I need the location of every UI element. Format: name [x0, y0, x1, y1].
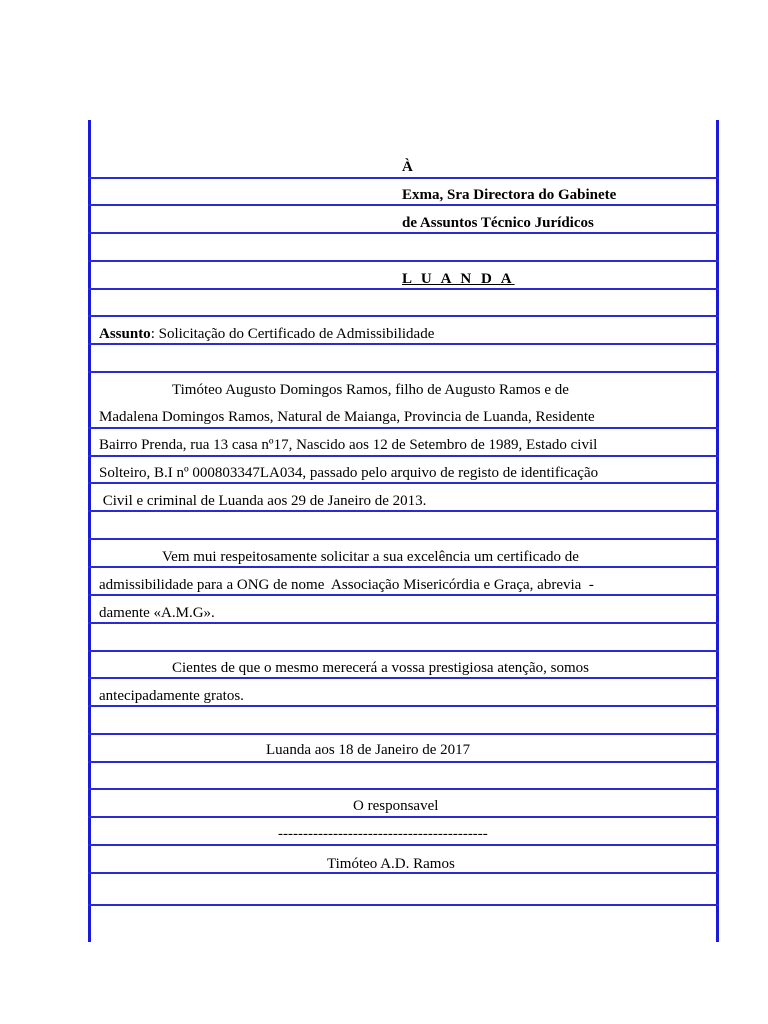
subject-line: [99, 325, 434, 343]
recipient-line-b: Exma, Sra Directora do Gabinete: [402, 187, 617, 203]
rule-line: [88, 844, 719, 846]
paragraph-line: Timóteo Augusto Domingos Ramos, filho de Augusto Ramos e de: [172, 382, 569, 398]
paragraph-line: Cientes de que o mesmo merecerá a vossa prestigiosa atenção, somos: [172, 660, 589, 676]
rule-line: [88, 622, 719, 624]
signatory-name: Timóteo A.D. Ramos: [327, 856, 455, 872]
rule-line: [88, 904, 719, 906]
rule-line: [88, 733, 719, 735]
ruled-page: [88, 120, 719, 942]
rule-line: [88, 343, 719, 345]
rule-line: [88, 232, 719, 234]
recipient-city: L U A N D A: [402, 271, 515, 287]
rule-line: [88, 288, 719, 290]
closing-role: O responsavel: [353, 798, 439, 814]
paragraph-line: Bairro Prenda, rua 13 casa nº17, Nascido aos 12 de Setembro de 1989, Estado civil: [99, 437, 598, 453]
rule-line: [88, 482, 719, 484]
recipient-line-c: de Assuntos Técnico Jurídicos: [402, 215, 594, 231]
subject-label: Assunto: [99, 326, 151, 342]
rule-line: [88, 816, 719, 818]
closing-date: Luanda aos 18 de Janeiro de 2017: [266, 742, 471, 758]
rule-line: [88, 371, 719, 373]
rule-line: [88, 650, 719, 652]
rule-line: [88, 427, 719, 429]
rule-line: [88, 315, 719, 317]
right-margin-line: [716, 120, 719, 942]
paragraph-line: Madalena Domingos Ramos, Natural de Maianga, Provincia de Luanda, Residente: [99, 409, 595, 425]
paragraph-line: antecipadamente gratos.: [99, 688, 244, 704]
rule-line: [88, 788, 719, 790]
rule-line: [88, 260, 719, 262]
left-margin-line: [88, 120, 91, 942]
rule-line: [88, 204, 719, 206]
rule-line: [88, 705, 719, 707]
rule-line: [88, 677, 719, 679]
paragraph-line: Vem mui respeitosamente solicitar a sua excelência um certificado de: [162, 549, 579, 565]
subject-text: : Solicitação do Certificado de Admissibilidade: [150, 326, 435, 342]
rule-line: [88, 594, 719, 596]
paragraph-line: damente «A.M.G».: [99, 605, 215, 621]
recipient-line-a: À: [402, 159, 413, 175]
rule-line: [88, 761, 719, 763]
signature-line: ------------------------------------------: [278, 826, 488, 842]
paragraph-line: Solteiro, B.I nº 000803347LA034, passado pelo arquivo de registo de identificação: [99, 465, 599, 481]
rule-line: [88, 538, 719, 540]
rule-line: [88, 177, 719, 179]
paragraph-line: admissibilidade para a ONG de nome Associação Misericórdia e Graça, abrevia -: [99, 577, 594, 593]
rule-line: [88, 455, 719, 457]
rule-line: [88, 510, 719, 512]
rule-line: [88, 566, 719, 568]
paragraph-line: Civil e criminal de Luanda aos 29 de Janeiro de 2013.: [99, 493, 427, 509]
